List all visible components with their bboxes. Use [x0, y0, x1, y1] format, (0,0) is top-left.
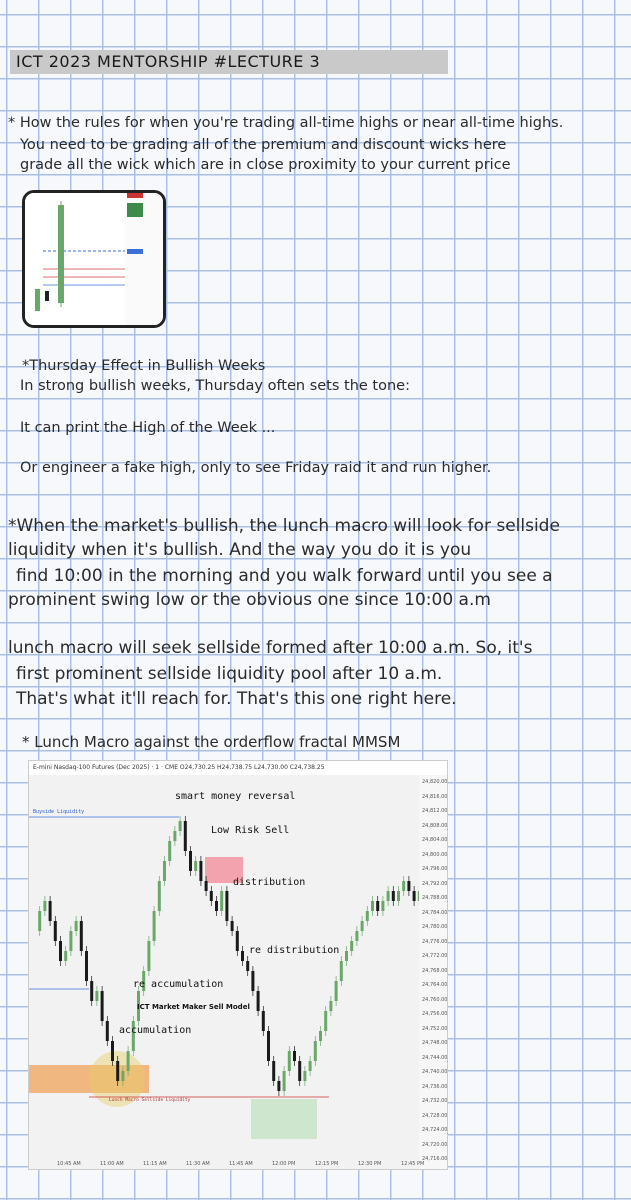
- candle-body: [153, 911, 156, 941]
- note-line: * How the rules for when you're trading all-time highs or near all-time highs.: [8, 115, 564, 131]
- candle-body: [199, 861, 202, 881]
- trading-chart: [28, 760, 448, 1170]
- price-tick: 24,804.00: [422, 837, 448, 843]
- candle-body: [355, 931, 358, 941]
- candle-body: [376, 901, 379, 911]
- candle-body: [303, 1071, 306, 1081]
- candle-body: [116, 1061, 119, 1081]
- candle-body: [402, 881, 405, 891]
- price-tick: 24,812.00: [422, 808, 448, 814]
- note-line: *Thursday Effect in Bullish Weeks: [22, 358, 266, 374]
- price-tick: 24,740.00: [422, 1069, 448, 1075]
- annotation-model: ICT Market Maker Sell Model: [137, 1003, 250, 1011]
- candle-body: [361, 921, 364, 931]
- candle-body: [210, 891, 213, 901]
- candle-body: [371, 901, 374, 911]
- note-line: In strong bullish weeks, Thursday often sets the tone:: [20, 378, 410, 394]
- candle-body: [272, 1061, 275, 1081]
- price-tick: 24,744.00: [422, 1054, 448, 1061]
- price-tick: 24,736.00: [422, 1083, 448, 1090]
- price-tick: 24,780.00: [422, 924, 448, 930]
- annotation-dist: distribution: [233, 877, 306, 888]
- note-line: find 10:00 in the morning and you walk forward until you see a: [16, 566, 553, 586]
- candle-body: [121, 1071, 124, 1081]
- candle-body: [184, 821, 187, 851]
- buyside-label: Buyside Liquidity: [33, 809, 85, 815]
- candle-body: [298, 1061, 301, 1081]
- candle-body: [49, 901, 52, 921]
- time-tick: 11:00 AM: [100, 1161, 124, 1167]
- candle-body: [69, 931, 72, 951]
- candle-body: [397, 891, 400, 901]
- candle-body: [220, 891, 223, 911]
- note-line: liquidity when it's bullish. And the way you do it is you: [8, 540, 472, 560]
- candle-body: [387, 891, 390, 901]
- annotation-reacc: re accumulation: [133, 979, 224, 990]
- candle-body: [293, 1051, 296, 1061]
- candle-body: [80, 921, 83, 951]
- candle-body: [267, 1031, 270, 1061]
- candle-body: [38, 911, 41, 931]
- candle-body: [236, 931, 239, 951]
- candle-body: [335, 981, 338, 1001]
- price-tick: 24,796.00: [422, 866, 448, 872]
- price-tick: 24,788.00: [422, 895, 448, 901]
- note-line: You need to be grading all of the premium and discount wicks here: [20, 137, 507, 153]
- note-line: Or engineer a fake high, only to see Friday raid it and run higher.: [20, 460, 492, 476]
- candle-body: [111, 1041, 114, 1061]
- thumbnail-chart: [22, 190, 166, 328]
- candle-body: [277, 1081, 280, 1091]
- price-tick: 24,772.00: [422, 953, 448, 959]
- candle-body: [225, 891, 228, 921]
- price-tick: 24,724.00: [422, 1127, 448, 1133]
- price-tick: 24,748.00: [422, 1040, 448, 1046]
- candle-body: [257, 991, 260, 1011]
- candle-body: [407, 881, 410, 891]
- price-tick: 24,768.00: [422, 967, 448, 974]
- annotation-smr: smart money reversal: [175, 791, 296, 802]
- candle-body: [158, 881, 161, 911]
- candle-body: [205, 881, 208, 891]
- time-tick: 12:15 PM: [315, 1161, 339, 1167]
- note-line: prominent swing low or the obvious one since 10:00 a.m: [8, 590, 491, 610]
- candle-body: [309, 1061, 312, 1071]
- candle-body: [381, 901, 384, 911]
- candle-body: [59, 941, 62, 961]
- price-tick: 24,820.00: [422, 779, 448, 785]
- candle-body: [85, 951, 88, 981]
- candle-body: [54, 921, 57, 941]
- candle-body: [241, 951, 244, 961]
- sellside-label: Lunch Macro Sellside Liquidity: [109, 1098, 191, 1103]
- time-tick: 12:00 PM: [272, 1161, 296, 1167]
- candle-body: [288, 1051, 291, 1071]
- price-tick: 24,728.00: [422, 1112, 448, 1119]
- note-line: * Lunch Macro against the orderflow fractal MMSM: [22, 733, 401, 751]
- price-tick: 24,760.00: [422, 996, 448, 1003]
- candle-body: [246, 961, 249, 971]
- price-tick: 24,720.00: [422, 1141, 448, 1148]
- candle-body: [90, 981, 93, 1001]
- time-tick: 11:45 AM: [229, 1161, 253, 1167]
- note-line: It can print the High of the Week ...: [20, 420, 276, 436]
- candle-body: [366, 911, 369, 921]
- price-tick: 24,816.00: [422, 793, 448, 800]
- candle-body: [392, 891, 395, 901]
- candle-body: [64, 951, 67, 961]
- candle-body: [163, 861, 166, 881]
- chart-header: E-mini Nasdaq-100 Futures (Dec 2025) · 1 · CME O24,730.25 H24,738.75 L24,730.00 C24,738.25: [29, 761, 448, 775]
- price-tick: 24,716.00: [422, 1156, 448, 1162]
- candle-body: [231, 921, 234, 931]
- candle-body: [106, 1021, 109, 1041]
- candle-body: [101, 991, 104, 1021]
- price-tick: 24,808.00: [422, 822, 448, 829]
- time-tick: 10:45 AM: [57, 1161, 81, 1167]
- candle-body: [95, 991, 98, 1001]
- candle-body: [194, 861, 197, 871]
- candle-body: [75, 921, 78, 931]
- candle-body: [215, 901, 218, 911]
- price-tick: 24,776.00: [422, 938, 448, 945]
- candle-body: [189, 851, 192, 871]
- price-tick: 24,792.00: [422, 880, 448, 887]
- time-tick: 12:45 PM: [401, 1161, 425, 1167]
- candle-body: [283, 1071, 286, 1091]
- annotation-acc: accumulation: [119, 1025, 192, 1036]
- candle-body: [168, 841, 171, 861]
- candle-body: [345, 951, 348, 961]
- page-title: ICT 2023 MENTORSHIP #LECTURE 3: [10, 50, 448, 74]
- annotation-lrs: Low Risk Sell: [211, 825, 290, 836]
- candle-body: [340, 961, 343, 981]
- candle-layer: [29, 761, 447, 1169]
- target-box: [251, 1099, 317, 1139]
- candle-body: [413, 891, 416, 901]
- price-tick: 24,800.00: [422, 851, 448, 858]
- time-tick: 11:15 AM: [143, 1161, 167, 1167]
- note-line: lunch macro will seek sellside formed after 10:00 a.m. So, it's: [8, 638, 533, 658]
- candle-body: [173, 831, 176, 841]
- candle-body: [324, 1011, 327, 1031]
- price-tick: 24,756.00: [422, 1011, 448, 1017]
- time-tick: 11:30 AM: [186, 1161, 210, 1167]
- price-tick: 24,784.00: [422, 909, 448, 916]
- candle-body: [127, 1051, 130, 1071]
- price-tick: 24,732.00: [422, 1098, 448, 1104]
- candle-body: [319, 1031, 322, 1041]
- note-line: That's what it'll reach for. That's this one right here.: [16, 689, 457, 709]
- note-line: grade all the wick which are in close proximity to your current price: [20, 157, 511, 173]
- candle-body: [43, 901, 46, 911]
- candle-body: [262, 1011, 265, 1031]
- note-line: *When the market's bullish, the lunch macro will look for sellside: [8, 516, 560, 536]
- candle-body: [147, 941, 150, 971]
- note-line: first prominent sellside liquidity pool after 10 a.m.: [16, 664, 443, 684]
- candle-body: [314, 1041, 317, 1061]
- price-tick: 24,764.00: [422, 982, 448, 988]
- price-tick: 24,752.00: [422, 1025, 448, 1032]
- time-tick: 12:30 PM: [358, 1161, 382, 1167]
- candle-body: [179, 821, 182, 831]
- annotation-redist: re distribution: [249, 945, 340, 956]
- candle-body: [350, 941, 353, 951]
- candle-body: [251, 971, 254, 991]
- candle-body: [329, 1001, 332, 1011]
